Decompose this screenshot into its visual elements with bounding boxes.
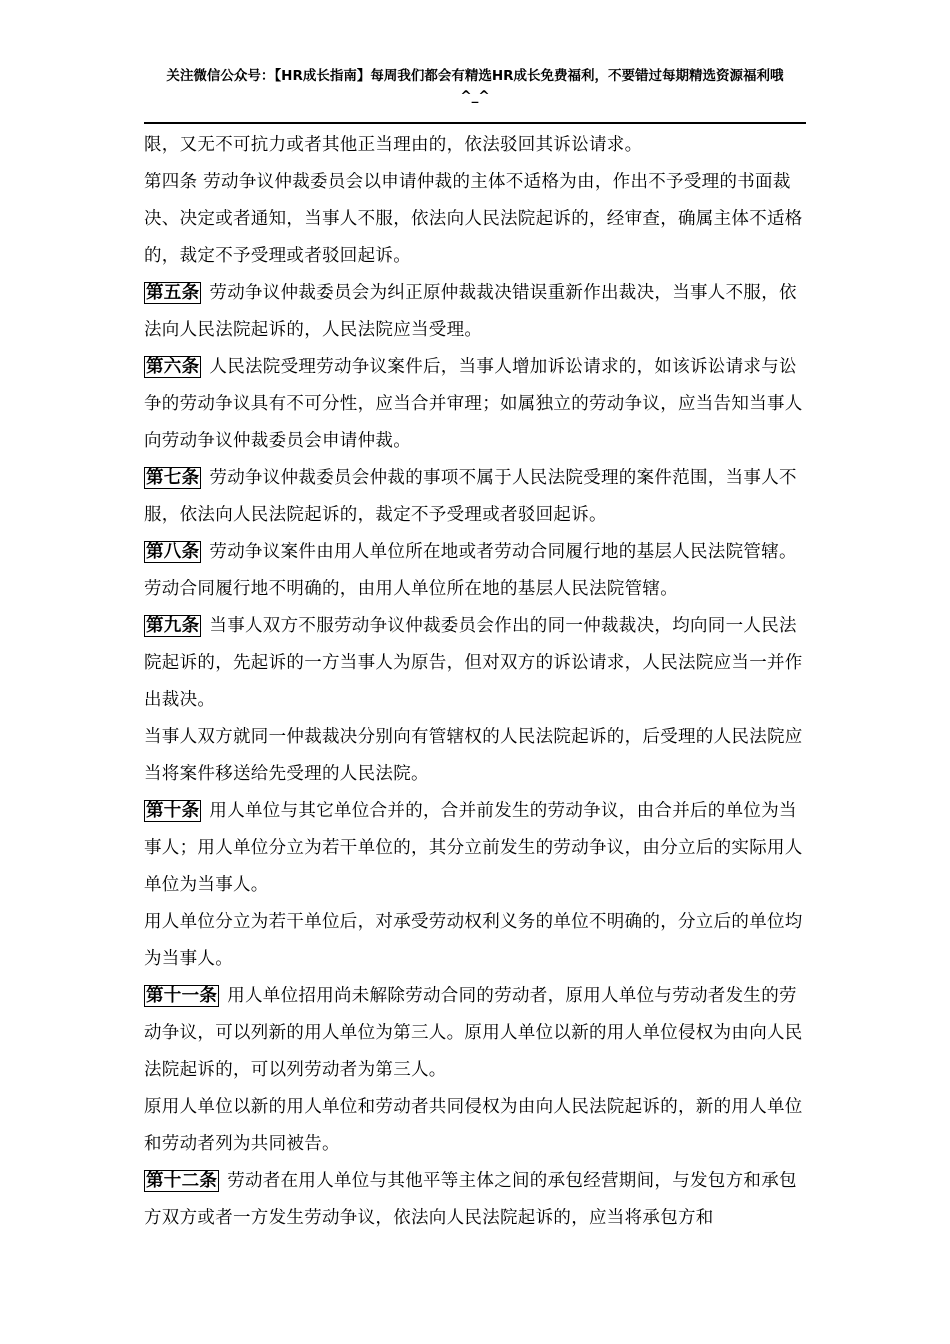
paragraph-article-7	[144, 460, 814, 534]
paragraph-article-5	[144, 275, 814, 349]
paragraph-article-11-cont	[144, 1089, 814, 1163]
paragraph-1	[144, 127, 814, 164]
article-5-text: 劳动争议仲裁委员会为纠正原仲裁裁决错误重新作出裁决，当事人不服，依法向人民法院起诉的，人民法院应当受理。	[144, 283, 797, 340]
article-11-label: 第十一条	[146, 986, 218, 1006]
paragraph-article-12	[144, 1163, 814, 1237]
paragraph-article-10	[144, 793, 814, 904]
document-body	[144, 127, 814, 1237]
paragraph-article-10-cont	[144, 904, 814, 978]
page-header	[100, 66, 850, 106]
header-rule	[144, 122, 806, 124]
paragraph-article-4	[144, 164, 814, 275]
header-line-1: 关注微信公众号：【HR成长指南】每周我们都会有精选HR成长免费福利，不要错过每期精选资源福利哦	[166, 68, 784, 84]
article-7-label: 第七条	[146, 468, 200, 488]
article-9-text: 当事人双方不服劳动争议仲裁委员会作出的同一仲裁裁决，均向同一人民法院起诉的，先起诉的一方当事人为原告，但对双方的诉讼请求，人民法院应当一并作出裁决。	[144, 616, 803, 710]
paragraph-article-9	[144, 608, 814, 719]
article-12-label: 第十二条	[146, 1171, 218, 1191]
paragraph-article-11	[144, 978, 814, 1089]
article-8-label: 第八条	[146, 542, 200, 562]
paragraph-article-8	[144, 534, 814, 608]
article-11-cont-text: 原用人单位以新的用人单位和劳动者共同侵权为由向人民法院起诉的，新的用人单位和劳动者列为共同被告。	[144, 1097, 803, 1154]
article-10-label: 第十条	[146, 801, 200, 821]
article-9-cont-text: 当事人双方就同一仲裁裁决分别向有管辖权的人民法院起诉的，后受理的人民法院应当将案件移送给先受理的人民法院。	[144, 727, 803, 784]
article-5-label: 第五条	[146, 283, 200, 303]
paragraph-article-9-cont	[144, 719, 814, 793]
article-10-text: 用人单位与其它单位合并的，合并前发生的劳动争议，由合并后的单位为当事人；用人单位分立为若干单位的，其分立前发生的劳动争议，由分立后的实际用人单位为当事人。	[144, 801, 803, 895]
paragraph-1-text: 限，又无不可抗力或者其他正当理由的，依法驳回其诉讼请求。	[144, 135, 643, 155]
article-9-label: 第九条	[146, 616, 200, 636]
article-8-text: 劳动争议案件由用人单位所在地或者劳动合同履行地的基层人民法院管辖。 劳动合同履行地不明确的，由用人单位所在地的基层人民法院管辖。	[144, 542, 797, 599]
article-10-cont-text: 用人单位分立为若干单位后，对承受劳动权利义务的单位不明确的，分立后的单位均为当事人。	[144, 912, 803, 969]
article-12-text: 劳动者在用人单位与其他平等主体之间的承包经营期间，与发包方和承包方双方或者一方发生劳动争议，依法向人民法院起诉的，应当将承包方和	[144, 1171, 797, 1228]
paragraph-article-6	[144, 349, 814, 460]
header-line-2: ^_^	[460, 88, 490, 104]
article-11-text: 用人单位招用尚未解除劳动合同的劳动者，原用人单位与劳动者发生的劳动争议，可以列新的用人单位为第三人。原用人单位以新的用人单位侵权为由向人民法院起诉的，可以列劳动者为第三人。	[144, 986, 803, 1080]
article-6-text: 人民法院受理劳动争议案件后，当事人增加诉讼请求的，如该诉讼请求与讼争的劳动争议具有不可分性，应当合并审理；如属独立的劳动争议，应当告知当事人向劳动争议仲裁委员会申请仲裁。	[144, 357, 803, 451]
article-7-text: 劳动争议仲裁委员会仲裁的事项不属于人民法院受理的案件范围，当事人不服，依法向人民法院起诉的，裁定不予受理或者驳回起诉。	[144, 468, 797, 525]
article-6-label: 第六条	[146, 357, 200, 377]
article-4-text: 第四条 劳动争议仲裁委员会以申请仲裁的主体不适格为由，作出不予受理的书面裁决、决定或者通知，当事人不服，依法向人民法院起诉的，经审查，确属主体不适格的，裁定不予受理或者驳回起诉。	[144, 172, 803, 266]
